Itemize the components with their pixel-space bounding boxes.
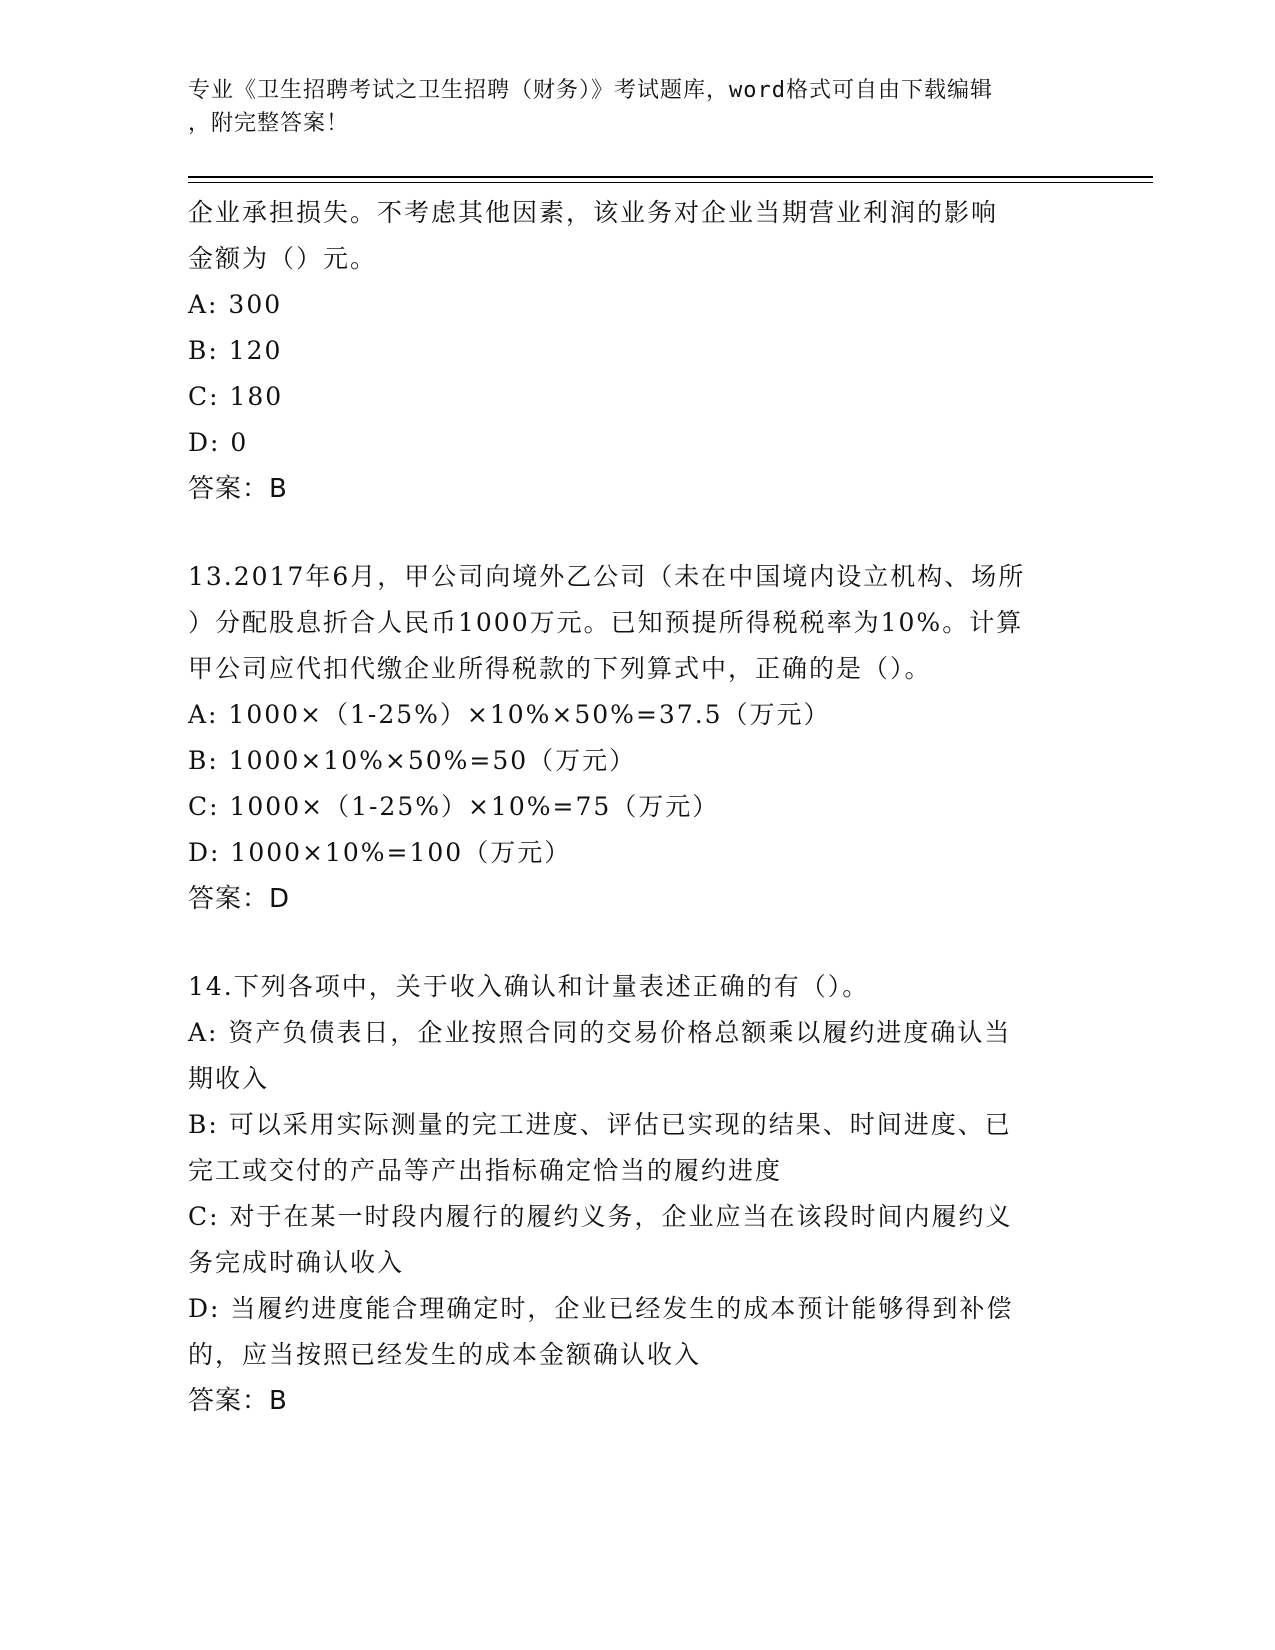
question-spacer [188,512,1088,554]
question-stem-line: 13.2017年6月，甲公司向境外乙公司（未在中国境内设立机构、场所 [188,562,1026,591]
option-c: C: 对于在某一时段内履行的履约义务，企业应当在该段时间内履约义 [188,1202,1013,1231]
question-spacer [188,922,1088,964]
option-a: A: 资产负债表日，企业按照合同的交易价格总额乘以履约进度确认当 [188,1018,1012,1047]
answer-label: 答案：B [188,474,288,504]
question-12 [188,190,1088,512]
option-b: B: 120 [188,336,283,365]
document-header [188,74,1068,140]
header-divider-thick [188,176,1153,178]
option-c: C: 180 [188,382,284,411]
question-stem-line: 企业承担损失。不考虑其他因素，该业务对企业当期营业利润的影响 [188,198,999,227]
answer-label: 答案：D [188,884,291,914]
question-stem-line: 甲公司应代扣代缴企业所得税款的下列算式中，正确的是（）。 [188,654,932,683]
question-stem-line: 金额为（）元。 [188,244,378,273]
option-b: B: 可以采用实际测量的完工进度、评估已实现的结果、时间进度、已 [188,1110,1012,1139]
question-stem-line: 14.下列各项中，关于收入确认和计量表述正确的有（）。 [188,972,870,1001]
option-b: B: 1000×10%×50%=50（万元） [188,746,637,775]
question-13 [188,554,1088,922]
option-b-continued: 完工或交付的产品等产出指标确定恰当的履约进度 [188,1156,783,1185]
option-d: D: 1000×10%=100（万元） [188,838,572,867]
answer-label: 答案：B [188,1386,288,1416]
header-divider-thin [188,182,1153,183]
question-14 [188,964,1088,1424]
option-c: C: 1000×（1-25%）×10%=75（万元） [188,792,720,821]
header-line-2: ，附完整答案！ [188,111,350,136]
option-a-continued: 期收入 [188,1064,270,1093]
question-content [188,190,1088,1424]
option-a: A: 300 [188,290,283,319]
option-d: D: 0 [188,428,249,457]
header-line-1: 专业《卫生招聘考试之卫生招聘（财务）》考试题库，word格式可自由下载编辑 [188,78,993,103]
option-c-continued: 务完成时确认收入 [188,1248,405,1277]
question-stem-line: ）分配股息折合人民币1000万元。已知预提所得税税率为10%。计算 [188,608,1024,637]
option-d: D: 当履约进度能合理确定时，企业已经发生的成本预计能够得到补偿 [188,1294,1014,1323]
option-d-continued: 的，应当按照已经发生的成本金额确认收入 [188,1340,702,1369]
option-a: A: 1000×（1-25%）×10%×50%=37.5（万元） [188,700,831,729]
